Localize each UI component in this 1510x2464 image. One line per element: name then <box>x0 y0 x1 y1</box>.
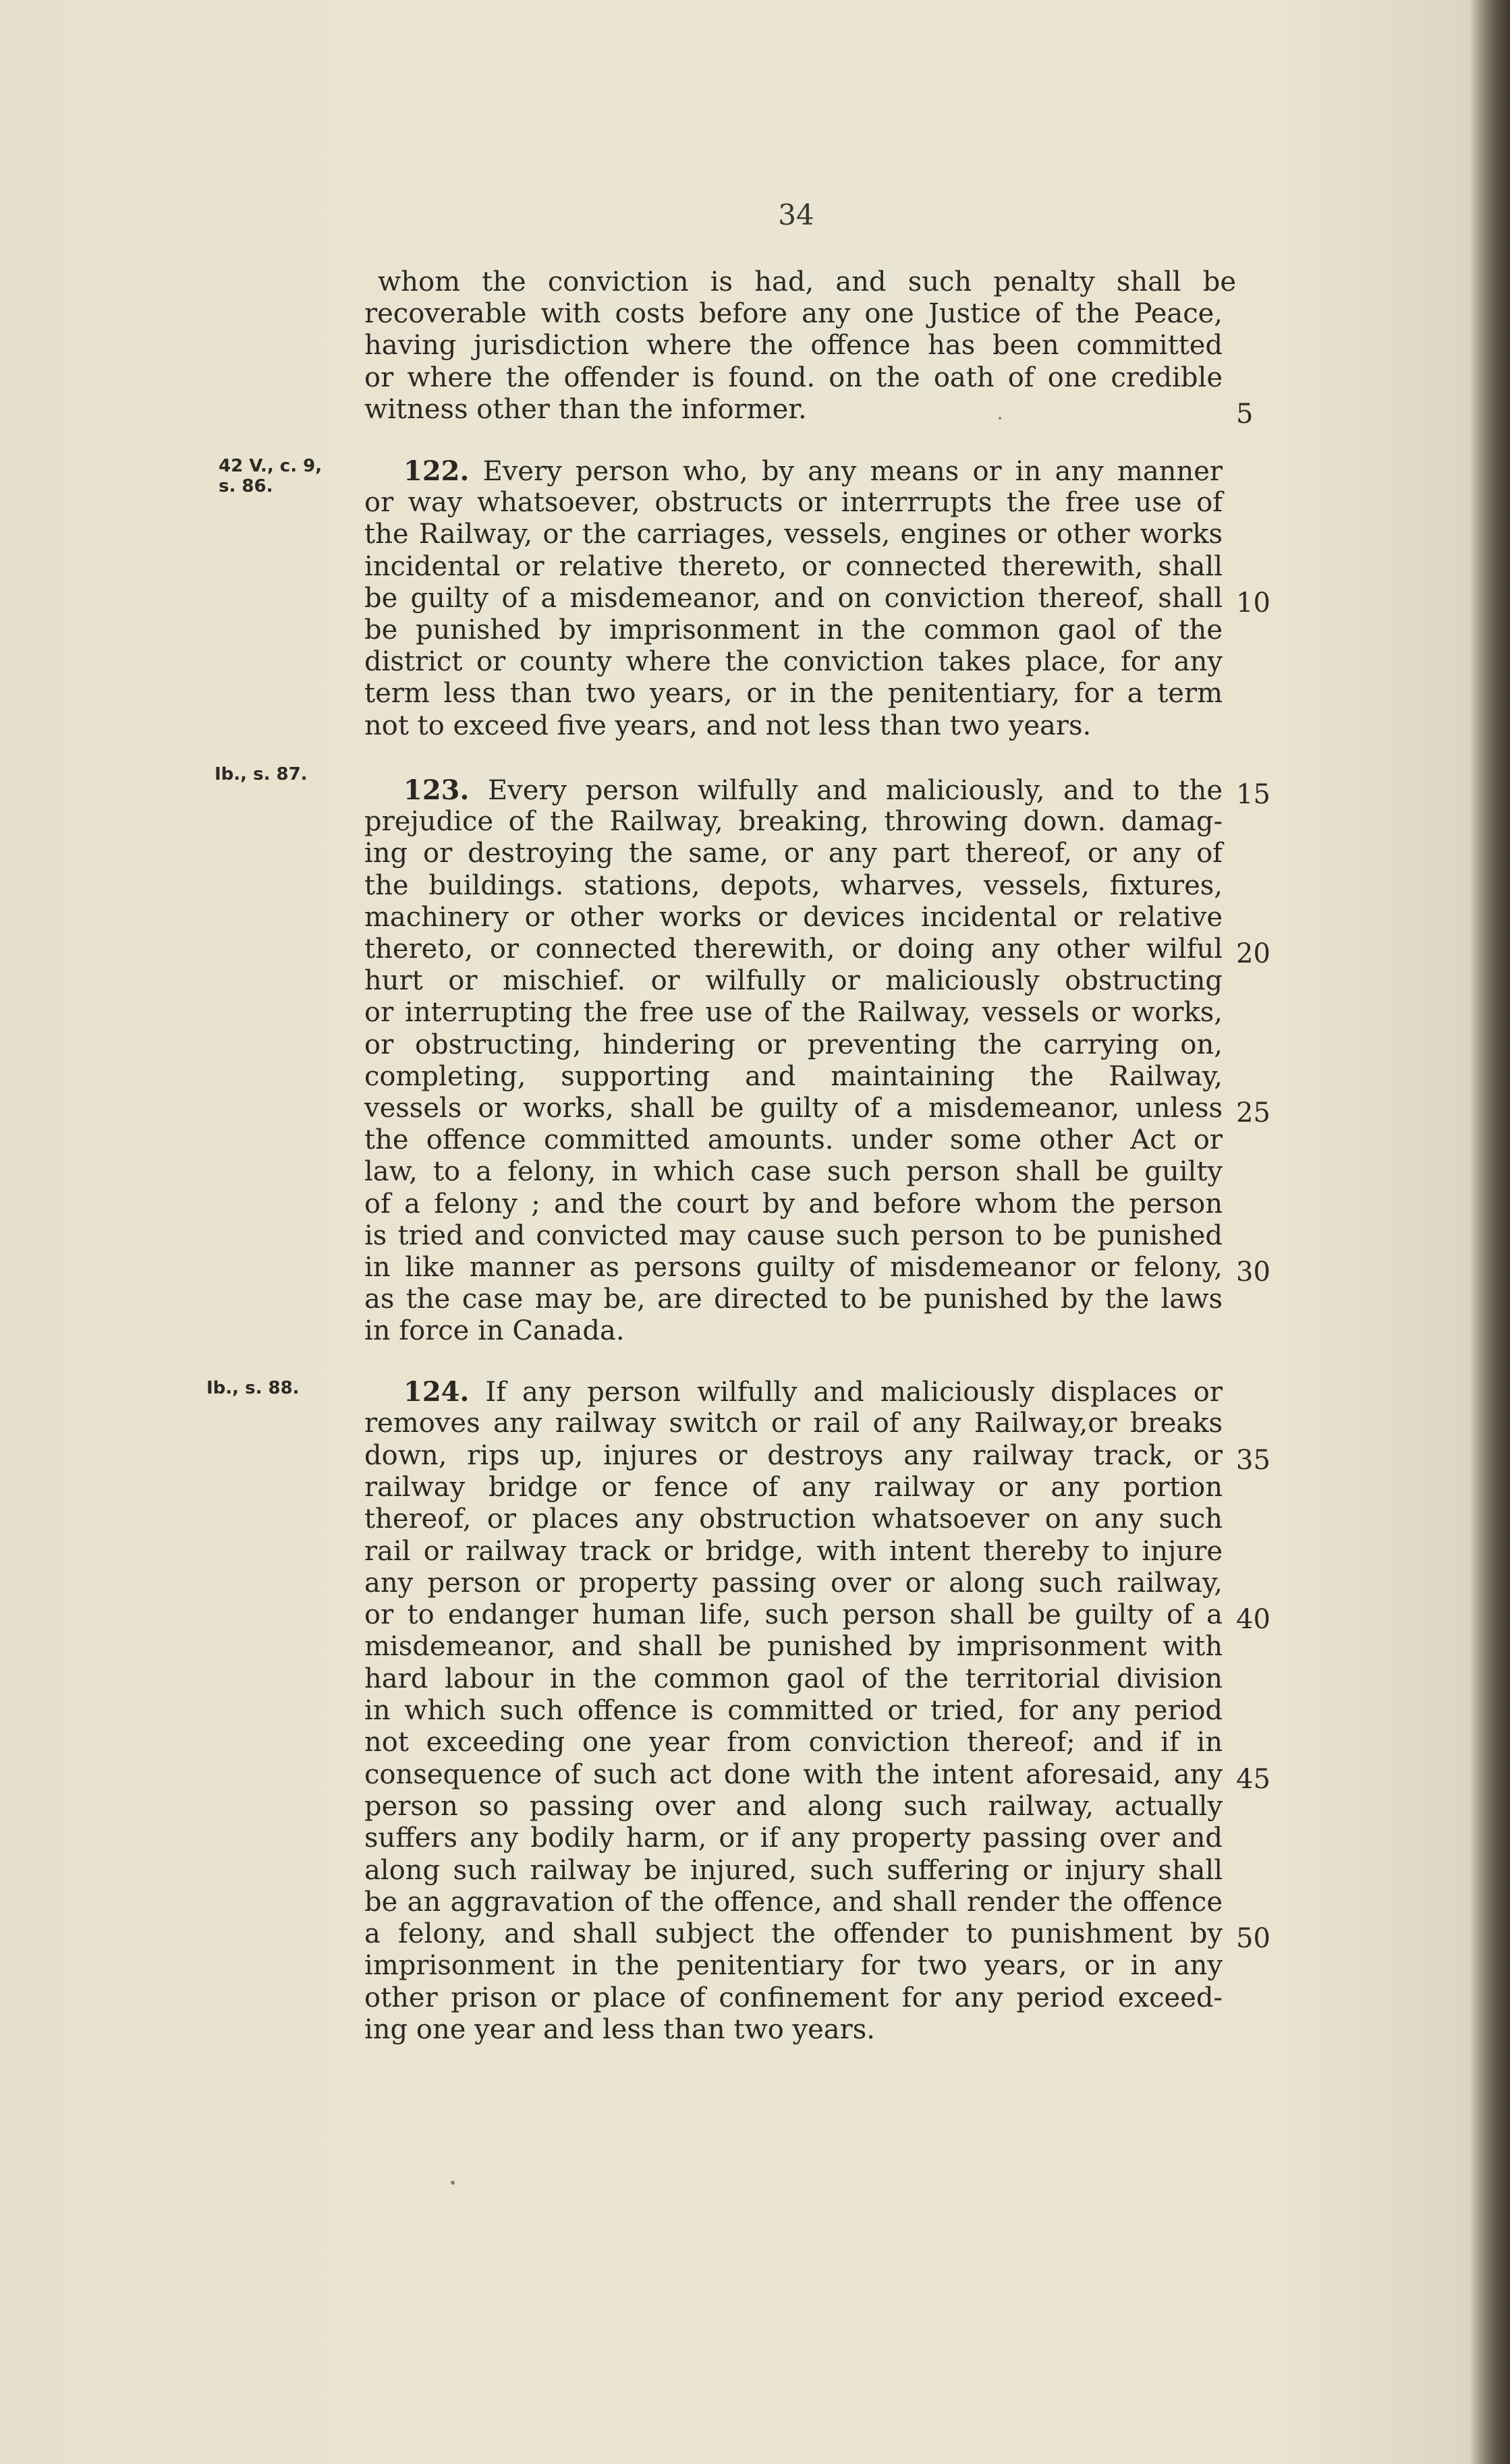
margin-note-section-124 <box>206 1378 300 1398</box>
margin-note-line: s. 86. <box>219 476 273 496</box>
section-number: 123. <box>403 774 470 806</box>
text-line: or to endanger human life, such person shall be guilty of a <box>364 1599 1223 1631</box>
margin-line-number: 25 <box>1236 1097 1270 1128</box>
text-line: suffers any bodily harm, or if any property passing over and <box>364 1823 1223 1854</box>
margin-note-section-123 <box>215 764 308 784</box>
text-line: as the case may be, are directed to be punished by the laws <box>364 1284 1223 1315</box>
text-line: the Railway, or the carriages, vessels, engines or other works <box>364 519 1223 550</box>
text-line: rail or railway track or bridge, with intent thereby to injure <box>364 1535 1223 1567</box>
margin-note-section-122 <box>219 456 322 496</box>
text-line: other prison or place of confinement for any period exceed- <box>364 1982 1223 2013</box>
text-line: whom the conviction is had, and such penalty shall be <box>378 266 1236 297</box>
margin-line-number: 50 <box>1236 1923 1270 1955</box>
text-line: not exceeding one year from conviction thereof; and if in <box>364 1727 1223 1758</box>
page-number: 34 <box>778 198 814 231</box>
margin-note-line: Ib., s. 88. <box>206 1378 300 1398</box>
margin-line-number: 35 <box>1236 1444 1270 1476</box>
text-line: or where the offender is found. on the oath of one credible <box>364 362 1223 393</box>
text-line: 124. If any person wilfully and maliciously displaces or <box>403 1376 1223 1408</box>
section-number: 124. <box>403 1376 470 1408</box>
text-line: the offence committed amounts. under some other Act or <box>364 1124 1223 1156</box>
paper-speck <box>999 417 1001 420</box>
text-line: not to exceed five years, and not less than two years. <box>364 710 1092 741</box>
margin-line-number: 5 <box>1236 398 1254 430</box>
text-line: prejudice of the Railway, breaking, throwing down. damag- <box>364 806 1223 838</box>
text-line: in which such offence is committed or tried, for any period <box>364 1695 1223 1726</box>
text-line: be an aggravation of the offence, and shall render the offence <box>364 1886 1223 1918</box>
text-line: recoverable with costs before any one Justice of the Peace, <box>364 298 1223 330</box>
binding-shadow <box>1470 0 1479 2464</box>
text-line: thereto, or connected therewith, or doing any other wilful <box>364 934 1223 965</box>
text-line: the buildings. stations, depots, wharves, vessels, fixtures, <box>364 869 1223 901</box>
text-line: be guilty of a misdemeanor, and on conviction thereof, shall <box>364 582 1223 614</box>
text-line: is tried and convicted may cause such person to be punished <box>364 1220 1223 1251</box>
text-line: person so passing over and along such railway, actually <box>364 1790 1223 1822</box>
text-line: machinery or other works or devices incidental or relative <box>364 901 1223 933</box>
margin-line-number: 40 <box>1236 1604 1270 1636</box>
text-line: hurt or mischief. or wilfully or maliciously obstructing <box>364 965 1223 997</box>
text-line: a felony, and shall subject the offender to punishment by <box>364 1918 1223 1950</box>
text-line: or way whatsoever, obstructs or interrrupts the free use of <box>364 487 1223 519</box>
margin-line-number: 45 <box>1236 1763 1270 1795</box>
text-line: down, rips up, injures or destroys any railway track, or <box>364 1439 1223 1471</box>
text-line: completing, supporting and maintaining the Railway, <box>364 1060 1223 1092</box>
text-line: of a felony ; and the court by and before whom the person <box>364 1188 1223 1220</box>
paper-speck <box>451 2181 455 2185</box>
text-line: hard labour in the common gaol of the territorial division <box>364 1663 1223 1694</box>
text-line: or obstructing, hindering or preventing the carrying on, <box>364 1029 1223 1060</box>
text-line: term less than two years, or in the penitentiary, for a term <box>364 678 1223 710</box>
margin-line-number: 30 <box>1236 1257 1270 1288</box>
text-line: or interrupting the free use of the Railway, vessels or works, <box>364 997 1223 1029</box>
text-line: imprisonment in the penitentiary for two years, or in any <box>364 1950 1223 1982</box>
text-line: ing one year and less than two years. <box>364 2014 875 2045</box>
text-line: thereof, or places any obstruction whatsoever on any such <box>364 1503 1223 1535</box>
book-spine <box>1479 0 1510 2464</box>
text-line: law, to a felony, in which case such person shall be guilty <box>364 1156 1223 1188</box>
text-line: removes any railway switch or rail of any Railway,or breaks <box>364 1408 1223 1439</box>
text-line: in force in Canada. <box>364 1315 625 1347</box>
margin-note-line: 42 V., c. 9, <box>219 456 323 476</box>
text-line: in like manner as persons guilty of misdemeanor or felony, <box>364 1252 1223 1283</box>
text-line: consequence of such act done with the intent aforesaid, any <box>364 1758 1223 1790</box>
text-line: district or county where the conviction takes place, for any <box>364 646 1223 678</box>
text-line: misdemeanor, and shall be punished by imprisonment with <box>364 1631 1223 1663</box>
text-line: along such railway be injured, such suffering or injury shall <box>364 1854 1223 1886</box>
text-line: having jurisdiction where the offence has been committed <box>364 330 1223 362</box>
text-line: ing or destroying the same, or any part thereof, or any of <box>364 838 1223 869</box>
section-number: 122. <box>403 455 470 487</box>
margin-line-number: 10 <box>1236 587 1270 619</box>
text-line: witness other than the informer. <box>364 393 807 425</box>
text-line: be punished by imprisonment in the common gaol of the <box>364 614 1223 646</box>
text-line: incidental or relative thereto, or connected therewith, shall <box>364 550 1223 582</box>
text-line: 122. Every person who, by any means or in any manner <box>403 455 1223 487</box>
text-line: any person or property passing over or along such railway, <box>364 1567 1223 1599</box>
margin-line-number: 20 <box>1236 938 1270 969</box>
text-line: vessels or works, shall be guilty of a misdemeanor, unless <box>364 1093 1223 1124</box>
text-line: 123. Every person wilfully and maliciously, and to the <box>403 774 1223 806</box>
margin-note-line: Ib., s. 87. <box>215 764 308 784</box>
text-line: railway bridge or fence of any railway or any portion <box>364 1471 1223 1503</box>
margin-line-number: 15 <box>1236 779 1270 810</box>
